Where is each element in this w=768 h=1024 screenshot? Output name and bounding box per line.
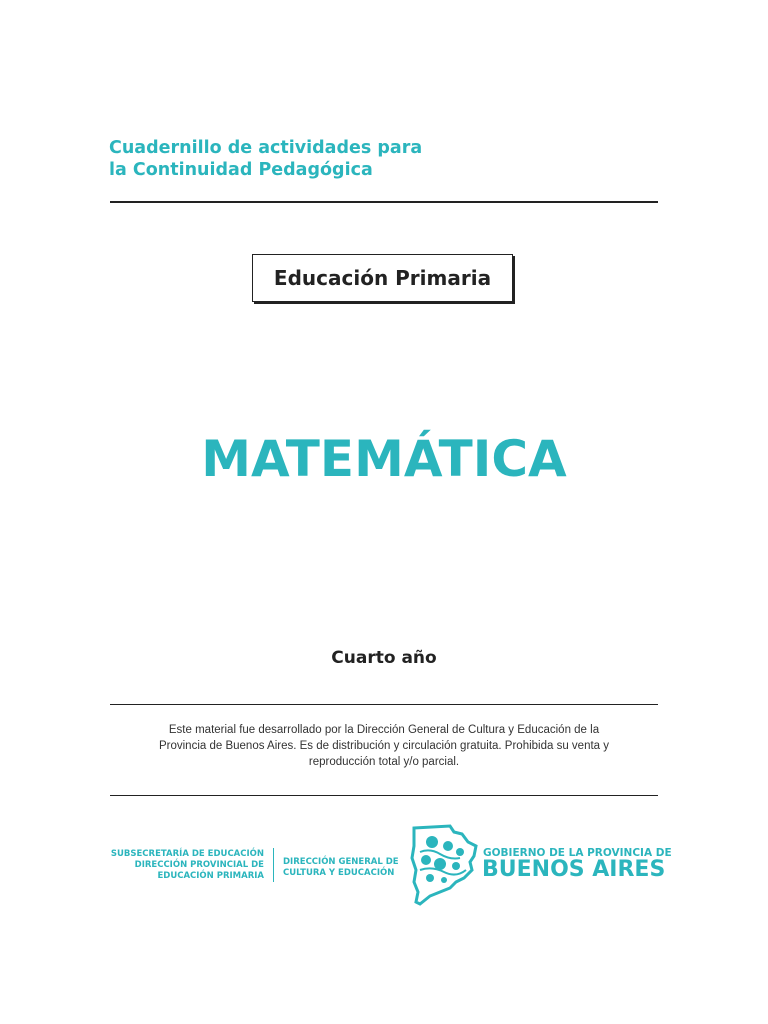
top-divider: [110, 201, 658, 203]
footer-direccion-general: [283, 857, 403, 879]
footer-separator: [273, 848, 274, 882]
disclaimer-line3: reproducción total y/o parcial.: [308, 756, 460, 768]
footer-mid-line1: DIRECCIÓN GENERAL DE: [283, 857, 399, 867]
header-title-line2: la Continuidad Pedagógica: [109, 160, 373, 180]
education-level-label: Educación Primaria: [273, 266, 492, 290]
header-title-line1: Cuadernillo de actividades para: [109, 138, 423, 158]
gov-line2: BUENOS AIRES: [482, 857, 666, 882]
footer-mid-line2: CULTURA Y EDUCACIÓN: [283, 868, 395, 878]
disclaimer-text: [140, 722, 628, 770]
header-title: [109, 137, 609, 181]
disclaimer-line2: Provincia de Buenos Aires. Es de distribución y circulación gratuita. Prohibida su venta y: [158, 740, 610, 752]
footer-left-line3: EDUCACIÓN PRIMARIA: [157, 871, 264, 881]
grade-label: Cuarto año: [331, 648, 437, 668]
subject-title: MATEMÁTICA: [201, 430, 567, 488]
footer-subsecretaria: [110, 849, 264, 882]
bottom-divider: [110, 795, 658, 796]
education-level-box: [252, 254, 513, 302]
footer-left-line1: SUBSECRETARÍA DE EDUCACIÓN: [110, 849, 264, 859]
province-emblem-icon: [410, 822, 480, 906]
footer-left-line2: DIRECCIÓN PROVINCIAL DE: [134, 860, 264, 870]
middle-divider: [110, 704, 658, 705]
gov-line1: GOBIERNO DE LA PROVINCIA DE: [483, 847, 672, 859]
disclaimer-line1: Este material fue desarrollado por la Dirección General de Cultura y Educación de la: [168, 724, 600, 736]
